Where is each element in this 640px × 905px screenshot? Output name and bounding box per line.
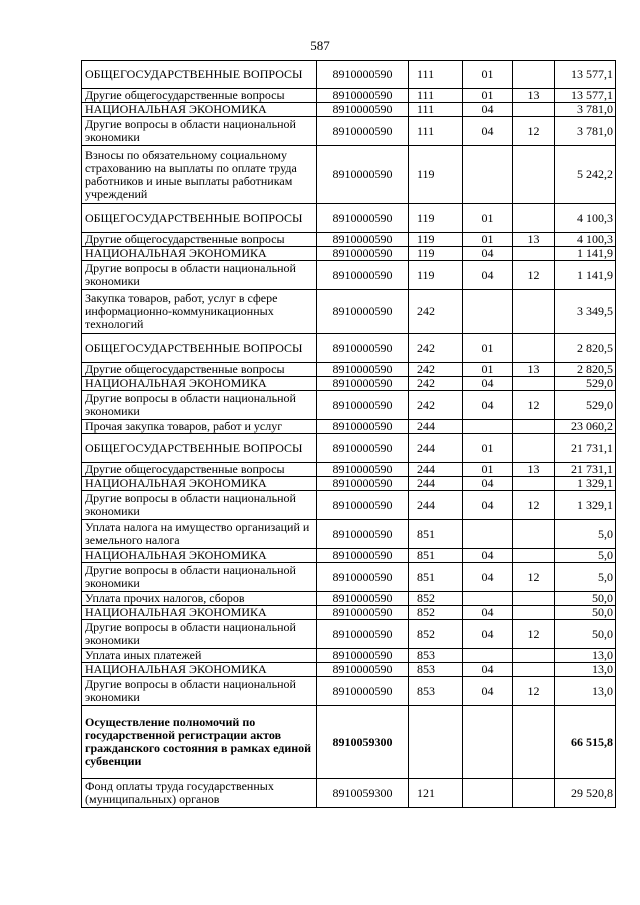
table-cell-razdel: 04 [463,620,513,649]
table-cell-code: 8910000590 [317,103,409,117]
table-cell-code: 8910000590 [317,334,409,363]
table-cell-podrazdel [513,592,555,606]
table-cell-sum: 13 577,1 [555,61,616,89]
table-cell-sum: 3 349,5 [555,290,616,334]
table-cell-podrazdel [513,477,555,491]
table-cell-code: 8910000590 [317,290,409,334]
table-cell-razdel [463,649,513,663]
table-cell-name: Другие общегосударственные вопросы [82,89,317,103]
table-cell-name: ОБЩЕГОСУДАРСТВЕННЫЕ ВОПРОСЫ [82,61,317,89]
table-cell-podrazdel: 13 [513,233,555,247]
table-cell-code: 8910000590 [317,261,409,290]
table-cell-sum: 5,0 [555,520,616,549]
table-cell-name: Другие вопросы в области национальной экономики [82,261,317,290]
table-cell-podrazdel [513,663,555,677]
table-cell-code: 8910000590 [317,620,409,649]
table-cell-podrazdel [513,706,555,779]
table-row [82,649,616,663]
table-cell-code: 8910000590 [317,204,409,233]
table-cell-vr: 852 [409,592,463,606]
table-cell-name: Уплата налога на имущество организаций и земельного налога [82,520,317,549]
table-cell-code: 8910000590 [317,477,409,491]
table-cell-name: Другие вопросы в области национальной экономики [82,563,317,592]
table-row [82,420,616,434]
table-cell-code: 8910000590 [317,520,409,549]
table-cell-name: Другие вопросы в области национальной экономики [82,117,317,146]
table-row [82,706,616,779]
table-cell-vr [409,706,463,779]
table-cell-name: Другие общегосударственные вопросы [82,463,317,477]
table-row [82,61,616,89]
table-cell-podrazdel [513,377,555,391]
table-cell-name: Прочая закупка товаров, работ и услуг [82,420,317,434]
table-row [82,204,616,233]
table-cell-name: ОБЩЕГОСУДАРСТВЕННЫЕ ВОПРОСЫ [82,204,317,233]
table-cell-name: Фонд оплаты труда государственных (муниципальных) органов [82,779,317,808]
table-row [82,247,616,261]
table-cell-podrazdel: 13 [513,363,555,377]
table-cell-razdel: 01 [463,434,513,463]
table-cell-podrazdel: 12 [513,491,555,520]
table-cell-podrazdel: 12 [513,620,555,649]
table-row [82,377,616,391]
table-cell-sum: 1 329,1 [555,491,616,520]
table-row [82,592,616,606]
table-row [82,89,616,103]
table-cell-sum: 5,0 [555,549,616,563]
table-cell-sum: 50,0 [555,606,616,620]
table-cell-razdel: 04 [463,491,513,520]
table-row [82,663,616,677]
table-cell-code: 8910000590 [317,233,409,247]
table-cell-name: НАЦИОНАЛЬНАЯ ЭКОНОМИКА [82,247,317,261]
table-cell-podrazdel: 13 [513,89,555,103]
table-cell-podrazdel: 12 [513,391,555,420]
table-cell-sum: 21 731,1 [555,434,616,463]
table-cell-sum: 529,0 [555,377,616,391]
table-cell-vr: 853 [409,649,463,663]
table-row [82,491,616,520]
table-cell-podrazdel [513,146,555,204]
table-row [82,779,616,808]
table-cell-vr: 244 [409,463,463,477]
table-cell-code: 8910000590 [317,491,409,520]
table-cell-sum: 1 141,9 [555,247,616,261]
table-cell-name: Другие вопросы в области национальной экономики [82,677,317,706]
table-cell-podrazdel [513,61,555,89]
table-row [82,477,616,491]
table-cell-sum: 50,0 [555,592,616,606]
table-cell-razdel: 04 [463,103,513,117]
table-cell-code: 8910000590 [317,89,409,103]
table-cell-vr: 244 [409,420,463,434]
table-cell-vr: 242 [409,290,463,334]
table-cell-sum: 1 329,1 [555,477,616,491]
table-cell-vr: 851 [409,563,463,592]
table-cell-name: Другие вопросы в области национальной экономики [82,391,317,420]
table-cell-code: 8910059300 [317,706,409,779]
table-cell-razdel [463,420,513,434]
table-cell-code: 8910000590 [317,247,409,261]
table-row [82,391,616,420]
table-cell-vr: 242 [409,363,463,377]
table-cell-razdel [463,706,513,779]
table-cell-vr: 119 [409,247,463,261]
table-cell-razdel: 04 [463,563,513,592]
table-cell-razdel: 04 [463,677,513,706]
table-cell-sum: 29 520,8 [555,779,616,808]
table-cell-vr: 119 [409,146,463,204]
table-row [82,606,616,620]
table-cell-razdel: 04 [463,477,513,491]
table-cell-vr: 242 [409,391,463,420]
table-cell-vr: 244 [409,477,463,491]
table-cell-code: 8910000590 [317,61,409,89]
table-cell-code: 8910000590 [317,363,409,377]
table-cell-code: 8910000590 [317,663,409,677]
table-cell-sum: 5 242,2 [555,146,616,204]
table-cell-code: 8910059300 [317,779,409,808]
table-cell-vr: 851 [409,549,463,563]
table-cell-razdel: 04 [463,391,513,420]
table-cell-vr: 119 [409,204,463,233]
table-cell-razdel: 04 [463,247,513,261]
table-cell-sum: 13,0 [555,663,616,677]
table-cell-name: ОБЩЕГОСУДАРСТВЕННЫЕ ВОПРОСЫ [82,334,317,363]
table-cell-razdel: 04 [463,663,513,677]
table-cell-podrazdel [513,434,555,463]
table-cell-razdel: 01 [463,334,513,363]
table-cell-vr: 852 [409,606,463,620]
table-cell-podrazdel: 12 [513,563,555,592]
table-cell-sum: 2 820,5 [555,363,616,377]
table-cell-podrazdel: 13 [513,463,555,477]
table-row [82,290,616,334]
table-row [82,520,616,549]
table-cell-code: 8910000590 [317,677,409,706]
table-cell-podrazdel [513,247,555,261]
table-cell-sum: 2 820,5 [555,334,616,363]
table-cell-vr: 111 [409,117,463,146]
table-cell-vr: 111 [409,103,463,117]
table-cell-podrazdel: 12 [513,117,555,146]
table-cell-podrazdel [513,334,555,363]
table-cell-sum: 50,0 [555,620,616,649]
table-cell-razdel: 01 [463,204,513,233]
table-cell-name: Осуществление полномочий по государственной регистрации актов гражданского состояния в рамках единой субвенции [82,706,317,779]
table-cell-name: НАЦИОНАЛЬНАЯ ЭКОНОМИКА [82,663,317,677]
table-cell-code: 8910000590 [317,377,409,391]
table-cell-razdel: 04 [463,606,513,620]
table-cell-razdel: 01 [463,61,513,89]
table-row [82,677,616,706]
table-cell-razdel: 04 [463,261,513,290]
table-row [82,434,616,463]
table-cell-sum: 13,0 [555,649,616,663]
table-cell-razdel [463,779,513,808]
table-cell-vr: 242 [409,377,463,391]
table-row [82,363,616,377]
table-cell-podrazdel [513,549,555,563]
table-cell-razdel [463,592,513,606]
table-cell-podrazdel [513,649,555,663]
table-row [82,620,616,649]
table-cell-sum: 1 141,9 [555,261,616,290]
table-cell-podrazdel: 12 [513,261,555,290]
table-cell-vr: 853 [409,663,463,677]
table-cell-code: 8910000590 [317,549,409,563]
table-cell-vr: 244 [409,491,463,520]
table-row [82,233,616,247]
table-cell-code: 8910000590 [317,391,409,420]
table-cell-vr: 242 [409,334,463,363]
table-cell-name: НАЦИОНАЛЬНАЯ ЭКОНОМИКА [82,549,317,563]
table-cell-vr: 852 [409,620,463,649]
table-cell-sum: 529,0 [555,391,616,420]
table-cell-sum: 4 100,3 [555,204,616,233]
table-cell-podrazdel: 12 [513,677,555,706]
table-cell-name: НАЦИОНАЛЬНАЯ ЭКОНОМИКА [82,103,317,117]
table-row [82,117,616,146]
table-cell-name: Другие общегосударственные вопросы [82,233,317,247]
table-row [82,103,616,117]
table-row [82,463,616,477]
table-cell-vr: 119 [409,261,463,290]
table-cell-name: Другие общегосударственные вопросы [82,363,317,377]
budget-table [81,60,616,808]
table-cell-razdel: 04 [463,549,513,563]
table-cell-name: Другие вопросы в области национальной экономики [82,620,317,649]
table-cell-code: 8910000590 [317,420,409,434]
table-cell-razdel [463,146,513,204]
table-cell-razdel: 04 [463,117,513,146]
table-cell-sum: 13,0 [555,677,616,706]
table-cell-vr: 851 [409,520,463,549]
table-cell-podrazdel [513,420,555,434]
table-row [82,334,616,363]
table-row [82,563,616,592]
table-cell-code: 8910000590 [317,434,409,463]
table-cell-sum: 5,0 [555,563,616,592]
page-number: 587 [310,38,330,53]
table-cell-razdel [463,290,513,334]
table-cell-code: 8910000590 [317,592,409,606]
table-cell-sum: 23 060,2 [555,420,616,434]
table-cell-sum: 4 100,3 [555,233,616,247]
table-cell-name: Уплата прочих налогов, сборов [82,592,317,606]
table-cell-code: 8910000590 [317,563,409,592]
table-cell-code: 8910000590 [317,649,409,663]
table-cell-podrazdel [513,520,555,549]
table-cell-name: Закупка товаров, работ, услуг в сфере информационно-коммуникационных технологий [82,290,317,334]
table-cell-vr: 119 [409,233,463,247]
table-cell-sum: 3 781,0 [555,117,616,146]
table-cell-razdel: 01 [463,363,513,377]
table-row [82,549,616,563]
table-cell-podrazdel [513,290,555,334]
table-cell-sum: 13 577,1 [555,89,616,103]
table-cell-sum: 3 781,0 [555,103,616,117]
table-cell-name: Взносы по обязательному социальному страхованию на выплаты по оплате труда работников и иные выплаты работникам учреждений [82,146,317,204]
table-cell-vr: 244 [409,434,463,463]
table-cell-sum: 66 515,8 [555,706,616,779]
table-cell-vr: 121 [409,779,463,808]
table-row [82,146,616,204]
table-cell-podrazdel [513,204,555,233]
table-row [82,261,616,290]
table-cell-sum: 21 731,1 [555,463,616,477]
table-cell-razdel [463,520,513,549]
table-cell-razdel: 01 [463,233,513,247]
table-cell-code: 8910000590 [317,146,409,204]
table-cell-name: ОБЩЕГОСУДАРСТВЕННЫЕ ВОПРОСЫ [82,434,317,463]
table-cell-razdel: 04 [463,377,513,391]
table-cell-vr: 111 [409,61,463,89]
table-cell-name: НАЦИОНАЛЬНАЯ ЭКОНОМИКА [82,606,317,620]
table-cell-code: 8910000590 [317,463,409,477]
table-cell-vr: 853 [409,677,463,706]
table-cell-razdel: 01 [463,463,513,477]
table-cell-code: 8910000590 [317,606,409,620]
table-cell-razdel: 01 [463,89,513,103]
table-cell-code: 8910000590 [317,117,409,146]
table-cell-podrazdel [513,779,555,808]
table-cell-vr: 111 [409,89,463,103]
table-cell-name: Уплата иных платежей [82,649,317,663]
table-cell-podrazdel [513,606,555,620]
table-cell-name: НАЦИОНАЛЬНАЯ ЭКОНОМИКА [82,377,317,391]
budget-table-body [82,61,616,808]
table-cell-name: Другие вопросы в области национальной экономики [82,491,317,520]
table-cell-podrazdel [513,103,555,117]
table-cell-name: НАЦИОНАЛЬНАЯ ЭКОНОМИКА [82,477,317,491]
